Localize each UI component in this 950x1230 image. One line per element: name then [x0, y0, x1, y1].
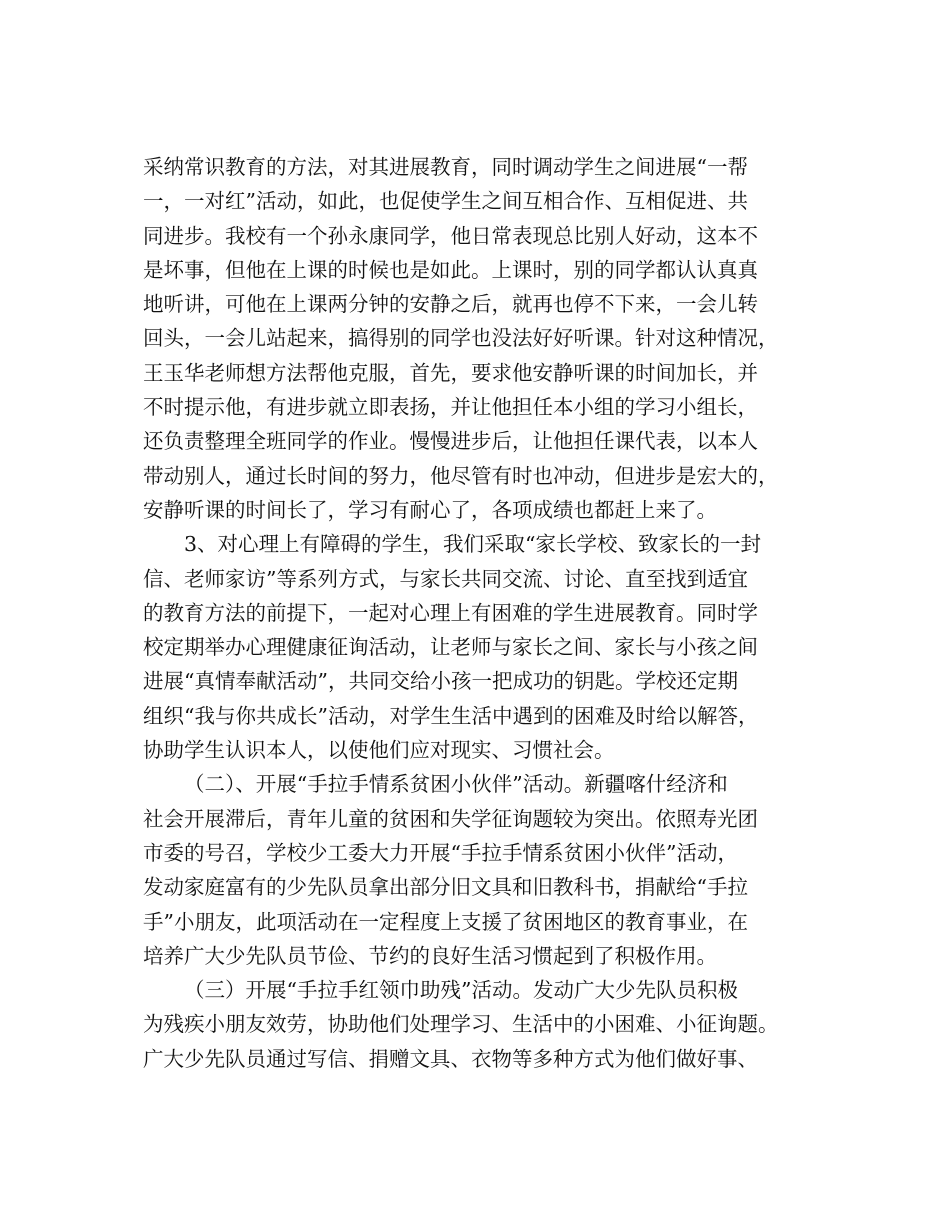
paragraph-first-line: （三）开展“手拉手红领巾助残”活动。发动广大少先队员积极	[184, 978, 738, 1003]
paragraph-first-line: 3、对心理上有障碍的学生，我们采取“家长学校、致家长的一封	[184, 532, 762, 557]
text-line: 是坏事，但他在上课的时候也是如此。上课时，别的同学都认认真真	[143, 257, 758, 282]
text-line: 安静听课的时间长了，学习有耐心了，各项成绩也都赶上来了。	[143, 497, 717, 522]
text-line: 的教育方法的前提下，一起对心理上有困难的学生进展教育。同时学	[143, 600, 758, 625]
text-line: 社会开展滞后，青年儿童的贫困和失学征询题较为突出。依照寿光团	[143, 806, 758, 831]
text-line: 还负责整理全班同学的作业。慢慢进步后，让他担任课代表，以本人	[143, 429, 758, 454]
text-line: 为残疾小朋友效劳，协助他们处理学习、生活中的小困难、小征询题。	[143, 1012, 779, 1037]
text-line: 校定期举办心理健康征询活动，让老师与家长之间、家长与小孩之间	[143, 635, 758, 660]
text-line: 不时提示他，有进步就立即表扬，并让他担任本小组的学习小组长，	[143, 395, 758, 420]
text-line: 广大少先队员通过写信、捐赠文具、衣物等多种方式为他们做好事、	[143, 1046, 758, 1071]
document-body	[143, 150, 823, 1076]
text-line: 采纳常识教育的方法，对其进展教育，同时调动学生之间进展“一帮	[143, 155, 748, 179]
text-line: 手”小朋友，此项活动在一定程度上支援了贫困地区的教育事业，在	[143, 909, 748, 934]
text-line: 地听讲，可他在上课两分钟的安静之后，就再也停不下来，一会儿转	[143, 292, 758, 317]
paragraph-first-line: （二）、开展“手拉手情系贫困小伙伴”活动。新疆喀什经济和	[184, 772, 728, 797]
text-line: 发动家庭富有的少先队员拿出部分旧文具和旧教科书，捐献给“手拉	[143, 875, 748, 900]
text-line: 王玉华老师想方法帮他克服，首先，要求他安静听课的时间加长，并	[143, 360, 758, 385]
text-line: 培养广大少先队员节俭、节约的良好生活习惯起到了积极作用。	[143, 943, 717, 968]
text-line: 市委的号召，学校少工委大力开展“手拉手情系贫困小伙伴”活动，	[143, 840, 738, 865]
text-line: 一，一对红”活动，如此，也促使学生之间互相合作、互相促进、共	[143, 189, 748, 214]
text-line: 带动别人，通过长时间的努力，他尽管有时也冲动，但进步是宏大的，	[143, 463, 779, 488]
text-line: 回头，一会儿站起来，搞得别的同学也没法好好听课。针对这种情况，	[143, 326, 779, 351]
text-line: 同进步。我校有一个孙永康同学，他日常表现总比别人好动，这本不	[143, 223, 758, 248]
text-line: 协助学生认识本人，以使他们应对现实、习惯社会。	[143, 738, 615, 763]
text-line: 组织“我与你共成长”活动，对学生生活中遇到的困难及时给以解答，	[143, 703, 759, 728]
text-line: 信、老师家访”等系列方式，与家长共同交流、讨论、直至找到适宜	[143, 566, 748, 591]
text-line: 进展“真情奉献活动”，共同交给小孩一把成功的钥匙。学校还定期	[143, 669, 738, 694]
